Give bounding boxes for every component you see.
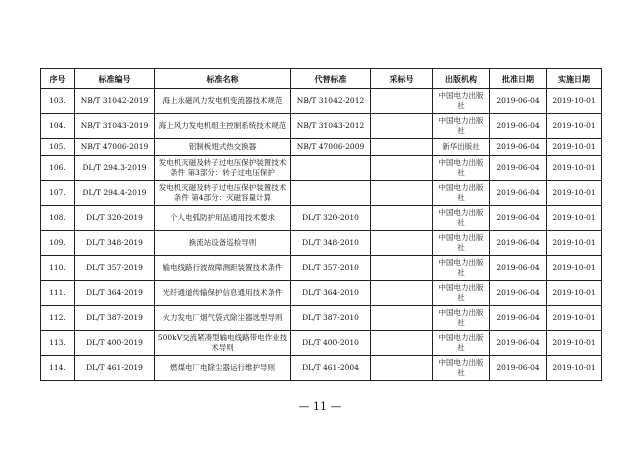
cell-replaces: DL/T 357-2010 [291,256,371,281]
cell-replaces: DL/T 400-2010 [291,331,371,356]
cell-no: 105. [41,139,75,156]
table-row [41,306,602,331]
cell-approved: 2019-06-04 [490,206,547,231]
table-row [41,156,602,181]
cell-name: 海上永磁风力发电机变流器技术规范 [155,89,291,114]
cell-replaces: DL/T 320-2010 [291,206,371,231]
cell-publisher: 中国电力出版社 [433,206,490,231]
cell-adopted [371,206,433,231]
cell-approved: 2019-06-04 [490,281,547,306]
cell-code: DL/T 400-2019 [75,331,155,356]
table-row [41,256,602,281]
cell-code: DL/T 364-2019 [75,281,155,306]
cell-publisher: 中国电力出版社 [433,281,490,306]
cell-adopted [371,156,433,181]
table-row [41,89,602,114]
cell-publisher: 中国电力出版社 [433,181,490,206]
cell-effective: 2019-10-01 [547,114,602,139]
cell-name: 火力发电厂烟气袋式除尘器选型导则 [155,306,291,331]
cell-effective: 2019-10-01 [547,156,602,181]
cell-no: 111. [41,281,75,306]
cell-approved: 2019-06-04 [490,181,547,206]
cell-adopted [371,114,433,139]
cell-approved: 2019-06-04 [490,231,547,256]
cell-adopted [371,306,433,331]
cell-no: 112. [41,306,75,331]
table-row [41,181,602,206]
cell-publisher: 新华出版社 [433,139,490,156]
cell-effective: 2019-10-01 [547,181,602,206]
cell-effective: 2019-10-01 [547,306,602,331]
cell-name: 500kV交流紧凑型输电线路带电作业技术导则 [155,331,291,356]
cell-name: 换流站设备巡检导则 [155,231,291,256]
cell-approved: 2019-06-04 [490,331,547,356]
cell-no: 107. [41,181,75,206]
cell-no: 109. [41,231,75,256]
cell-replaces [291,181,371,206]
cell-publisher: 中国电力出版社 [433,256,490,281]
cell-effective: 2019-10-01 [547,206,602,231]
cell-name: 发电机灭磁及转子过电压保护装置技术条件 第3部分：转子过电压保护 [155,156,291,181]
cell-code: DL/T 357-2019 [75,256,155,281]
cell-no: 106. [41,156,75,181]
cell-effective: 2019-10-01 [547,139,602,156]
cell-effective: 2019-10-01 [547,89,602,114]
cell-name: 发电机灭磁及转子过电压保护装置技术条件 第4部分：灭磁容量计算 [155,181,291,206]
cell-publisher: 中国电力出版社 [433,331,490,356]
cell-replaces: DL/T 461-2004 [291,356,371,381]
cell-approved: 2019-06-04 [490,356,547,381]
cell-adopted [371,139,433,156]
cell-approved: 2019-06-04 [490,139,547,156]
cell-name: 海上风力发电机组主控制系统技术规范 [155,114,291,139]
page-number: — 11 — [298,400,342,413]
cell-replaces: NB/T 31042-2012 [291,89,371,114]
table-header-row [41,69,602,89]
header-code: 标准编号 [75,69,155,89]
cell-effective: 2019-10-01 [547,356,602,381]
table-row [41,331,602,356]
cell-name: 个人电弧防护用品通用技术要求 [155,206,291,231]
cell-adopted [371,331,433,356]
header-replaces: 代替标准 [291,69,371,89]
cell-no: 108. [41,206,75,231]
cell-no: 114. [41,356,75,381]
cell-publisher: 中国电力出版社 [433,156,490,181]
cell-adopted [371,231,433,256]
table-row [41,206,602,231]
cell-no: 113. [41,331,75,356]
cell-replaces: NB/T 47006-2009 [291,139,371,156]
cell-code: NB/T 47006-2019 [75,139,155,156]
cell-adopted [371,281,433,306]
table-row [41,281,602,306]
cell-name: 输电线路行波故障测距装置技术条件 [155,256,291,281]
cell-no: 103. [41,89,75,114]
table-row [41,356,602,381]
cell-no: 110. [41,256,75,281]
cell-adopted [371,181,433,206]
cell-name: 光纤通道传输保护信息通用技术条件 [155,281,291,306]
cell-code: DL/T 387-2019 [75,306,155,331]
cell-code: DL/T 461-2019 [75,356,155,381]
cell-code: DL/T 348-2019 [75,231,155,256]
cell-replaces: DL/T 387-2010 [291,306,371,331]
table-row [41,114,602,139]
cell-effective: 2019-10-01 [547,256,602,281]
cell-approved: 2019-06-04 [490,306,547,331]
header-adopted: 采标号 [371,69,433,89]
cell-no: 104. [41,114,75,139]
cell-replaces: DL/T 364-2010 [291,281,371,306]
cell-name: 燃煤电厂电除尘器运行维护导则 [155,356,291,381]
cell-publisher: 中国电力出版社 [433,356,490,381]
table-row [41,231,602,256]
header-publisher: 出版机构 [433,69,490,89]
cell-code: DL/T 294.4-2019 [75,181,155,206]
cell-code: DL/T 320-2019 [75,206,155,231]
standards-table [40,68,602,381]
header-approved: 批准日期 [490,69,547,89]
cell-approved: 2019-06-04 [490,114,547,139]
cell-adopted [371,356,433,381]
table-row [41,139,602,156]
cell-approved: 2019-06-04 [490,256,547,281]
cell-publisher: 中国电力出版社 [433,114,490,139]
header-effective: 实施日期 [547,69,602,89]
cell-replaces: NB/T 31043-2012 [291,114,371,139]
cell-publisher: 中国电力出版社 [433,231,490,256]
cell-code: NB/T 31042-2019 [75,89,155,114]
cell-effective: 2019-10-01 [547,281,602,306]
cell-name: 铝制板翅式热交换器 [155,139,291,156]
cell-approved: 2019-06-04 [490,156,547,181]
header-no: 序号 [41,69,75,89]
cell-code: DL/T 294.3-2019 [75,156,155,181]
header-name: 标准名称 [155,69,291,89]
cell-replaces [291,156,371,181]
cell-publisher: 中国电力出版社 [433,306,490,331]
cell-adopted [371,89,433,114]
cell-replaces: DL/T 348-2010 [291,231,371,256]
cell-publisher: 中国电力出版社 [433,89,490,114]
cell-effective: 2019-10-01 [547,331,602,356]
cell-adopted [371,256,433,281]
cell-approved: 2019-06-04 [490,89,547,114]
cell-code: NB/T 31043-2019 [75,114,155,139]
cell-effective: 2019-10-01 [547,231,602,256]
